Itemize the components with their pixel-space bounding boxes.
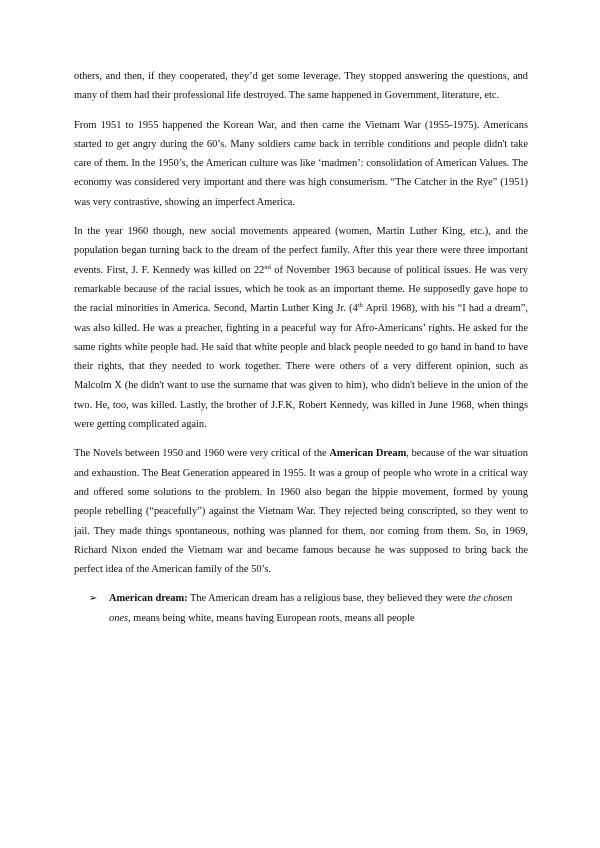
paragraph-mccarthyism-end: others, and then, if they cooperated, they’d get some leverage. They stopped answering the questions, and many of them had their professional life destroyed. The same happened in Government, literature, etc. xyxy=(74,71,528,102)
paragraph-text: , because of the war situation and exhaustion. The Beat Generation appeared in 1955. It was a group of people who wrote in a critical way and offered some solutions to the problem. In 1960 also began the hippie movement, formed by young people rebelling (“peacefully”) against the Vietnam War. They rejected being conscripted, so they went to jail. They made things spontaneous, nothing was planned for them, nor coming from them. So, in 1969, Richard Nixon ended the Vietnam war and became famous because he was supposed to bring back the perfect idea of the American family of the 50’s. xyxy=(74,448,528,576)
arrow-bullet-icon: ➢ xyxy=(89,593,98,605)
bullet-term: American dream: xyxy=(109,593,188,605)
paragraph-text: of November 1963 because of political issues. He was very remarkable because of the racial issues, which he took as an important theme. He supposedly gave hope to the racial minorities in America. Second, Martin Luther King Jr. (4 xyxy=(74,264,529,315)
bold-term: American Dream xyxy=(329,448,407,460)
paragraph-text: April 1968), with his “I had a dream”, was also killed. He was a preacher, fighting in a peaceful way for Afro-Americans’ rights. He asked for the same rights white people had. He said that white people and black people needed to go hand in hand to have their rights, that they needed to work together. There were others of a very different opinion, such as Malcolm X (he didn't want to use the surname that was given to him), who didn't believe in the union of the two. He, too, was killed. Lastly, the brother of J.F.K, Robert Kennedy, was killed in June 1968, when things were getting complicated again. xyxy=(74,303,528,431)
bullet-text: , means being white, means having European roots, means all people xyxy=(128,612,415,624)
ordinal-superscript: th xyxy=(357,302,363,310)
bullet-italic-text: the chosen ones xyxy=(109,593,513,624)
body-text xyxy=(74,67,528,628)
bullet-text: The American dream has a religious base, they believed they were xyxy=(187,593,469,605)
paragraph-text: The Novels between 1950 and 1960 were very critical of the xyxy=(74,448,330,460)
ordinal-superscript: nd xyxy=(264,263,271,271)
paragraph-1960-events xyxy=(74,222,528,434)
paragraph-novels-american-dream xyxy=(74,444,528,579)
bullet-american-dream xyxy=(74,589,528,628)
paragraph-text: In the year 1960 though, new social movements appeared (women, Martin Luther King, etc.), and the population began turning back to the dream of the perfect family. After this year there were three important events. First, J. F. Kennedy was killed on 22 xyxy=(74,226,528,276)
paragraph-korean-vietnam-war: From 1951 to 1955 happened the Korean War, and then came the Vietnam War (1955-1975). Americans started to get angry during the 60’s. Many soldiers came back in terrible conditions and people didn't take care of them. In the 1950’s, the American culture was like ‘madmen’: consolidation of American Values. The economy was considered very important and there was high consumerism. “The Catcher in the Rye” (1951) was very contrastive, showing an imperfect America. xyxy=(74,119,528,208)
